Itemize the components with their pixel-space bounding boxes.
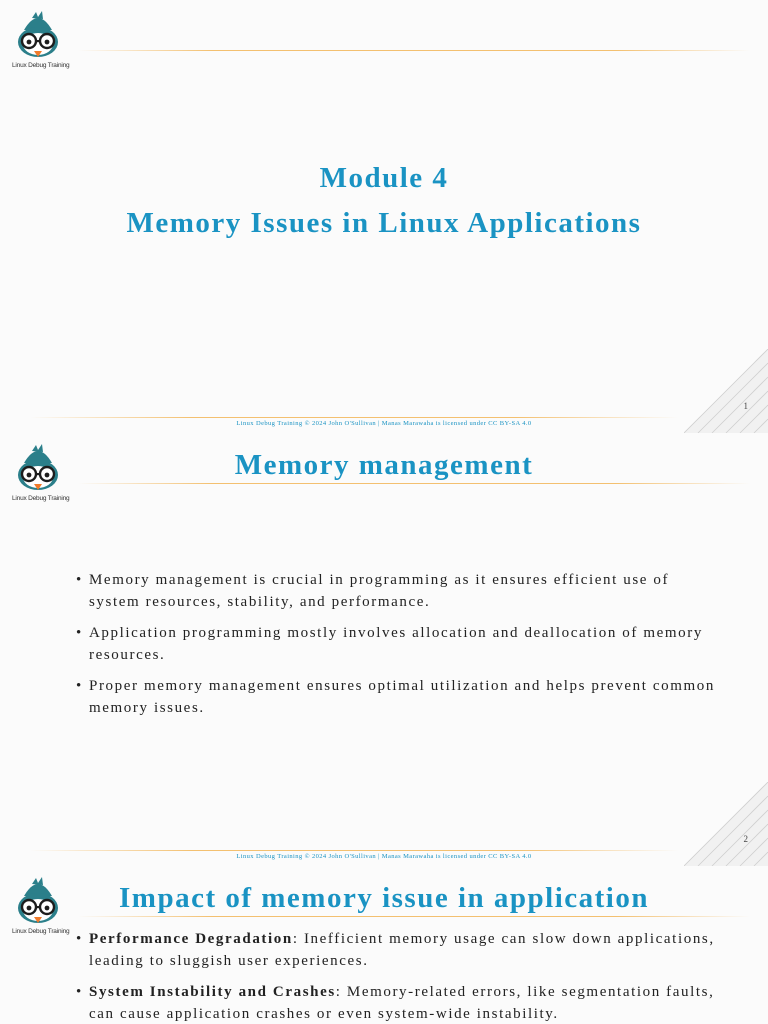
- penguin-logo-icon: [12, 10, 64, 62]
- footer-license: Linux Debug Training © 2024 John O'Sullivan | Manas Marawaha is licensed under CC BY-SA 4.0: [236, 853, 532, 860]
- logo: [12, 10, 70, 74]
- bullet-item: • Memory management is crucial in programming as it ensures efficient use of system resources, stability, and performance.: [76, 569, 716, 613]
- slide-heading: Memory management: [234, 449, 534, 481]
- footer-divider: [30, 850, 678, 851]
- bullet-term: System Instability and Crashes: [89, 984, 336, 1000]
- slide-heading: Impact of memory issue in application: [119, 882, 649, 914]
- logo-text: Linux Debug Training: [12, 62, 70, 69]
- header-divider: [78, 483, 750, 484]
- bullet-list: [76, 569, 716, 728]
- header-divider: [78, 916, 750, 917]
- bullet-item: • Proper memory management ensures optimal utilization and helps prevent common memory issues.: [76, 675, 716, 719]
- bullet-text: : Inefficient memory usage can slow down applications, leading to sluggish user experiences.: [89, 931, 715, 969]
- footer-divider: [30, 417, 678, 418]
- bullet-text: : Memory-related errors, like segmentation faults, can cause application crashes or even system-wide instability.: [89, 984, 715, 1022]
- header-divider: [78, 50, 750, 51]
- page-number: 1: [743, 401, 748, 411]
- page-number: 2: [743, 834, 748, 844]
- module-title: Module 4: [319, 162, 449, 194]
- slide-2: [0, 433, 768, 866]
- module-subtitle: Memory Issues in Linux Applications: [126, 207, 642, 239]
- slide-3: [0, 866, 768, 1024]
- footer-license: Linux Debug Training © 2024 John O'Sullivan | Manas Marawaha is licensed under CC BY-SA 4.0: [236, 420, 532, 427]
- bullet-item: [76, 928, 716, 972]
- bullet-list: [76, 928, 716, 1024]
- bullet-item: • Application programming mostly involves allocation and deallocation of memory resources.: [76, 622, 716, 666]
- logo-text: Linux Debug Training: [12, 495, 70, 502]
- bullet-item: [76, 981, 716, 1024]
- slide-1: [0, 0, 768, 433]
- bullet-term: Performance Degradation: [89, 931, 293, 947]
- logo-text: Linux Debug Training: [12, 928, 70, 935]
